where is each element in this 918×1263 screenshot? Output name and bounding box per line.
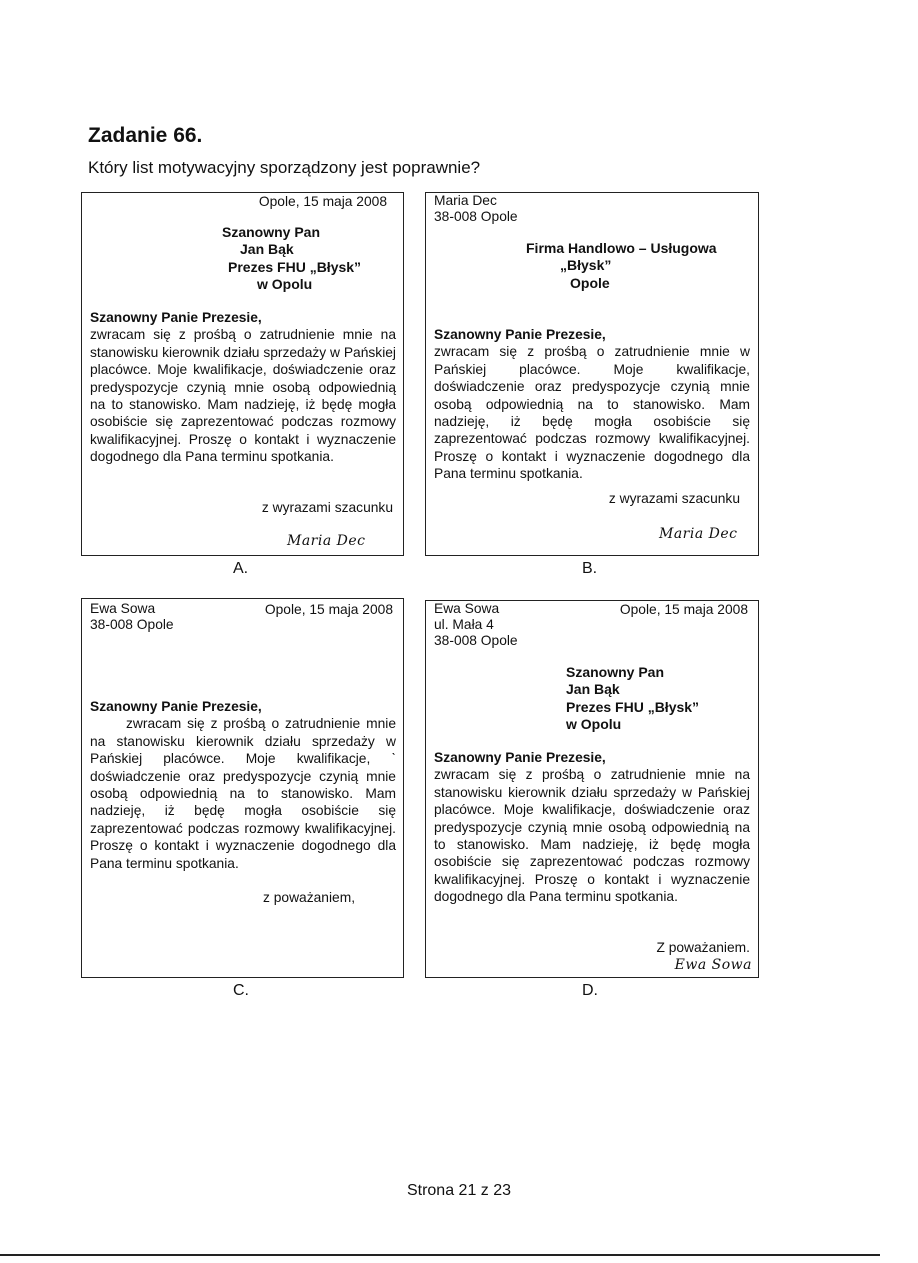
letter-body bbox=[90, 698, 396, 872]
answer-label-a: A. bbox=[233, 560, 249, 577]
recipient-line: Firma Handlowo – Usługowa bbox=[526, 240, 717, 256]
letter-closing: z wyrazami szacunku bbox=[608, 491, 740, 506]
letter-signature: Ewa Sowa bbox=[674, 957, 752, 973]
sender-line: Ewa Sowa bbox=[434, 601, 500, 616]
letter-signature: Maria Dec bbox=[287, 533, 366, 549]
recipient-line: w Opolu bbox=[257, 276, 313, 293]
sender-line: Ewa Sowa bbox=[90, 601, 156, 616]
answer-label-b: B. bbox=[582, 560, 598, 577]
sender-line: 38-008 Opole bbox=[434, 209, 518, 224]
letter-date: Opole, 15 maja 2008 bbox=[264, 602, 393, 617]
letter-salutation: Szanowny Panie Prezesie, bbox=[434, 327, 606, 342]
recipient-line: Szanowny Pan bbox=[566, 664, 665, 680]
letter-closing: z poważaniem, bbox=[263, 890, 356, 905]
recipient-line: „Błysk” bbox=[560, 257, 612, 274]
recipient-line: Jan Bąk bbox=[240, 241, 294, 258]
sender-line: Maria Dec bbox=[434, 193, 497, 208]
letter-closing: Z poważaniem. bbox=[656, 940, 750, 955]
letter-body bbox=[434, 749, 750, 906]
letter-paragraph: zwracam się z prośbą o zatrudnienie mnie w Pańskiej placówce. Moje kwalifikacje, doświadczenie oraz predyspozycje czynią mnie osobą odpowiednią na to stanowisko. Mam nadzieję, iż będę mogła osobiście się zaprezentować podczas rozmowy kwalifikacyjnej. Proszę o kontakt i wyznaczenie dogodnego dla Pana terminu spotkania. bbox=[434, 344, 750, 482]
sender-line: ul. Mała 4 bbox=[434, 617, 494, 632]
letter-paragraph: zwracam się z prośbą o zatrudnienie mnie na stanowisku kierownik działu sprzedaży w Pańskiej placówce. Moje kwalifikacje, ˋ doświadczenie oraz predyspozycje czynią mnie osobą odpowiednią na to stanowisko. Mam nadzieję, iż będę mogła osobiście się zaprezentować podczas rozmowy kwalifikacyjnej. Proszę o kontakt i wyznaczenie dogodnego dla Pana terminu spotkania. bbox=[90, 716, 396, 871]
letter-sender bbox=[434, 601, 518, 649]
recipient-line: Opole bbox=[570, 274, 610, 291]
task-title: Zadanie 66. bbox=[88, 124, 203, 147]
letter-salutation: Szanowny Panie Prezesie, bbox=[434, 750, 606, 765]
letter-c bbox=[81, 598, 404, 978]
letter-date: Opole, 15 maja 2008 bbox=[258, 194, 387, 209]
letter-recipient bbox=[566, 664, 699, 734]
letter-a bbox=[81, 192, 404, 556]
letter-salutation: Szanowny Panie Prezesie, bbox=[90, 699, 262, 714]
recipient-line: Szanowny Pan bbox=[222, 224, 321, 240]
sender-line: 38-008 Opole bbox=[434, 633, 518, 648]
letter-sender bbox=[90, 601, 174, 633]
letter-recipient bbox=[222, 224, 361, 294]
letter-body bbox=[434, 326, 750, 483]
answer-label-c: C. bbox=[233, 982, 249, 999]
letter-date: Opole, 15 maja 2008 bbox=[619, 602, 748, 617]
letter-paragraph: zwracam się z prośbą o zatrudnienie mnie na stanowisku kierownik działu sprzedaży w Pańskiej placówce. Moje kwalifikacje, doświadczenie oraz predyspozycje czynią mnie osobą odpowiednią na to stanowisko. Mam nadzieję, iż będę mogła osobiście się zaprezentować podczas rozmowy kwalifikacyjnej. Proszę o kontakt i wyznaczenie dogodnego dla Pana terminu spotkania. bbox=[434, 767, 750, 905]
letter-d bbox=[425, 600, 759, 978]
recipient-line: w Opolu bbox=[566, 716, 622, 733]
answer-label-d: D. bbox=[582, 982, 598, 999]
sender-line: 38-008 Opole bbox=[90, 617, 174, 632]
letter-body bbox=[90, 309, 396, 466]
page-number: Strona 21 z 23 bbox=[406, 1182, 512, 1199]
footer-divider bbox=[0, 1254, 880, 1256]
recipient-line: Prezes FHU „Błysk” bbox=[228, 258, 362, 275]
letter-sender bbox=[434, 193, 518, 225]
letter-paragraph: zwracam się z prośbą o zatrudnienie mnie na stanowisku kierownik działu sprzedaży w Pańskiej placówce. Moje kwalifikacje, doświadczenie oraz predyspozycje czynią mnie osobą odpowiednią na to stanowisko. Mam nadzieję, iż będę mogła osobiście się zaprezentować podczas rozmowy kwalifikacyjnej. Proszę o kontakt i wyznaczenie dogodnego dla Pana terminu spotkania. bbox=[90, 327, 396, 465]
task-question: Który list motywacyjny sporządzony jest poprawnie? bbox=[88, 158, 481, 177]
letter-b bbox=[425, 192, 759, 556]
letter-recipient bbox=[526, 240, 717, 292]
letter-closing: z wyrazami szacunku bbox=[261, 500, 393, 515]
recipient-line: Prezes FHU „Błysk” bbox=[566, 698, 700, 715]
recipient-line: Jan Bąk bbox=[566, 681, 620, 698]
letter-salutation: Szanowny Panie Prezesie, bbox=[90, 310, 262, 325]
letter-signature: Maria Dec bbox=[659, 526, 738, 542]
